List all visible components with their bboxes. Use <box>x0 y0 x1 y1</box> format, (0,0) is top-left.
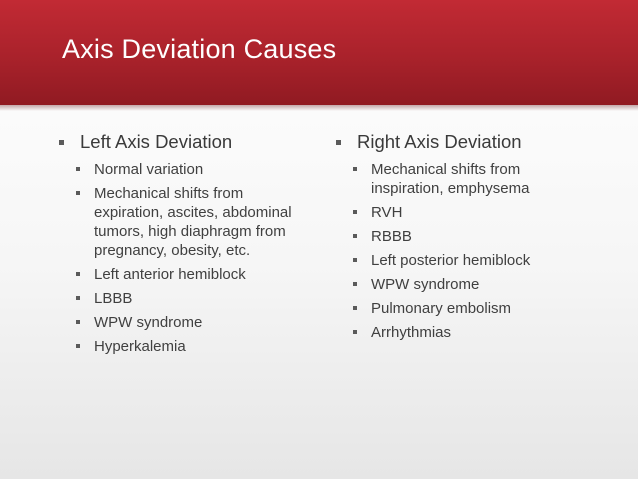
list-item <box>58 289 308 308</box>
list-item <box>335 323 595 342</box>
heading-text: Right Axis Deviation <box>357 131 522 152</box>
bullet-icon <box>353 234 357 238</box>
list-item <box>58 160 308 179</box>
right-axis-heading <box>335 130 595 154</box>
right-column <box>335 130 595 347</box>
list-item <box>58 265 308 284</box>
list-item <box>335 275 595 294</box>
list-item-text: Left posterior hemiblock <box>371 252 531 269</box>
list-item-text: Pulmonary embolism <box>371 300 512 317</box>
left-column <box>58 130 308 361</box>
list-item-text: Mechanical shifts from inspiration, emphysema <box>371 161 530 197</box>
bullet-icon <box>336 140 341 145</box>
list-item <box>335 251 595 270</box>
bullet-icon <box>76 344 80 348</box>
list-item <box>58 337 308 356</box>
bullet-icon <box>76 320 80 324</box>
list-item-text: RVH <box>371 204 403 221</box>
list-item <box>335 227 595 246</box>
bullet-icon <box>353 330 357 334</box>
list-item-text: Mechanical shifts from expiration, ascites, abdominal tumors, high diaphragm from pregnancy, obesity, etc. <box>94 185 292 259</box>
list-item-text: Normal variation <box>94 161 204 178</box>
bullet-icon <box>76 272 80 276</box>
list-item-text: LBBB <box>94 290 133 307</box>
bullet-icon <box>59 140 64 145</box>
bullet-icon <box>76 191 80 195</box>
list-item <box>335 160 595 198</box>
list-item <box>335 203 595 222</box>
list-item <box>58 184 308 260</box>
bullet-icon <box>76 296 80 300</box>
slide-title: Axis Deviation Causes <box>62 34 337 64</box>
heading-text: Left Axis Deviation <box>80 131 233 152</box>
list-item <box>58 313 308 332</box>
list-item-text: Hyperkalemia <box>94 338 186 355</box>
bullet-icon <box>76 167 80 171</box>
bullet-icon <box>353 282 357 286</box>
list-item <box>335 299 595 318</box>
bullet-icon <box>353 306 357 310</box>
list-item-text: Arrhythmias <box>371 324 452 341</box>
bullet-icon <box>353 258 357 262</box>
list-item-text: Left anterior hemiblock <box>94 266 246 283</box>
left-axis-heading <box>58 130 308 154</box>
list-item-text: WPW syndrome <box>371 276 480 293</box>
list-item-text: WPW syndrome <box>94 314 203 331</box>
bullet-icon <box>353 210 357 214</box>
title-bar <box>0 0 638 105</box>
list-item-text: RBBB <box>371 228 412 245</box>
bullet-icon <box>353 167 357 171</box>
